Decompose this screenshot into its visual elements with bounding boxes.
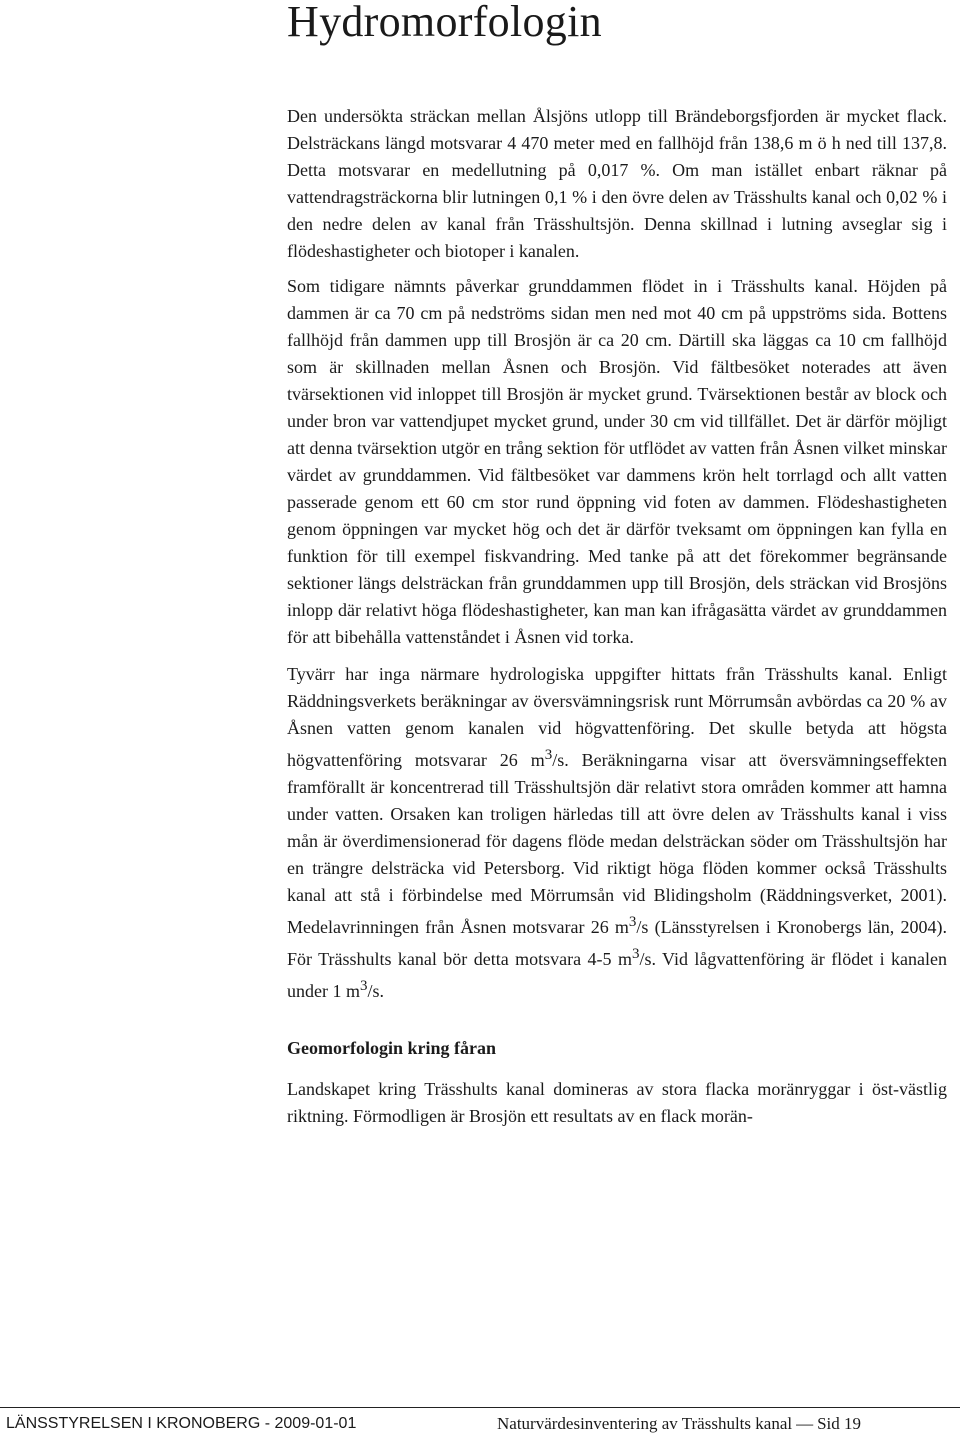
paragraph-3-part-5: /s.: [367, 981, 384, 1001]
paragraph-3: [287, 661, 947, 1005]
footer-document-title: Naturvärdesinventering av Trässhults kanal: [497, 1414, 793, 1433]
paragraph-3-part-2: /s. Beräkningarna visar att översvämningseffekten framförallt är koncentrerad till Trässhultsjön där relativt stora områden kommer att hamna under vatten. Orsaken kan troligen härledas till att övre delen av Trässhults kanal i viss mån är överdimensionerad för dagens flöde medan delsträckan söder om Trässhultsjön har en trängre delsträcka vid Petersborg. Vid riktigt höga flöden kommer också Trässhults kanal att stå i förbindelse med Mörrumsån vid Blidingsholm (Räddningsverket, 2001). Medelavrinningen från Åsnen motsvarar 26 m: [287, 750, 947, 937]
page-title: Hydromorfologin: [287, 0, 602, 46]
section-heading: Geomorfologin kring fåran: [287, 1038, 496, 1058]
footer-rule: [0, 1407, 960, 1408]
body-text: [287, 103, 947, 1130]
footer-dash: —: [796, 1414, 814, 1433]
paragraph-3-part-4: /s. Vid lågvattenföring är flödet i kanalen under 1 m: [287, 949, 947, 1001]
paragraph-4: Landskapet kring Trässhults kanal domineras av stora flacka moränryggar i öst-västlig riktning. Förmodligen är Brosjön ett resultats av en flack morän-: [287, 1079, 947, 1126]
superscript-3: 3: [628, 914, 637, 930]
footer-document-info: [497, 1413, 861, 1435]
paragraph-2: Som tidigare nämnts påverkar grunddammen flödet in i Trässhults kanal. Höjden på dammen är ca 70 cm på nedströms sidan men ned mot 40 cm på uppströms sida. Bottens fallhöjd från dammen upp till Brosjön är ca 20 cm. Därtill ska läggas ca 10 cm fallhöjd som är skillnaden mellan Åsnen och Brosjön. Vid fältbesöket noterades att även tvärsektionen vid inloppet till Brosjön är mycket grund. Tvärsektionen består av block och under bron var vattendjupet mycket grund, under 30 cm vid tillfället. Det är därför möjligt att denna tvärsektion utgör en trång sektion för utflödet av vatten från Åsnen vilket minskar värdet av grunddammen. Vid fältbesöket var dammens krön helt torrlagd och allt vatten passerade genom ett 60 cm stor rund öppning vid foten av dammen. Flödeshastigheten genom öppningen var mycket hög och det är därför tveksamt om öppningen kan fylla en funktion för till exempel fiskvandring. Med tanke på att det förekommer begränsande sektioner längs delsträckan från grunddammen upp till Brosjön, dels sträckan vid Brosjöns inlopp där relativt höga flödeshastigheter, kan man kan ifrågasätta värdet av grunddammen för att bibehålla vattenståndet i Åsnen vid torka.: [287, 276, 947, 647]
paragraph-3-part-3: /s (Länsstyrelsen i Kronobergs län, 2004). För Trässhults kanal bör detta motsvara 4-5 m: [287, 917, 947, 969]
footer-organization: LÄNSSTYRELSEN I KRONOBERG - 2009-01-01: [6, 1415, 357, 1432]
paragraph-1: Den undersökta sträckan mellan Ålsjöns utlopp till Brändeborgsfjorden är mycket flack. Delsträckans längd motsvarar 4 470 meter med en fallhöjd från 138,6 m ö h ned till 137,8. Detta motsvarar en medellutning på 0,017 %. Om man istället enbart räknar på vattendragsträckorna blir lutningen 0,1 % i den övre delen av Trässhults kanal och 0,02 % i den nedre delen av kanal från Trässhultsjön. Denna skillnad i lutning avseglar sig i flödeshastigheter och biotoper i kanalen.: [287, 106, 947, 261]
superscript-3: 3: [544, 747, 553, 763]
paragraph-3-part-1: Tyvärr har inga närmare hydrologiska uppgifter hittats från Trässhults kanal. Enligt Räddningsverkets beräkningar av översvämningsrisk runt Mörrumsån avbördas ca 20 % av Åsnen vatten genom kanalen vid högvattenföring. Det skulle betyda att högsta högvattenföring motsvarar 26 m: [287, 664, 947, 770]
superscript-3: 3: [359, 978, 368, 994]
superscript-3: 3: [631, 946, 640, 962]
footer-page-number: Sid 19: [817, 1414, 862, 1433]
